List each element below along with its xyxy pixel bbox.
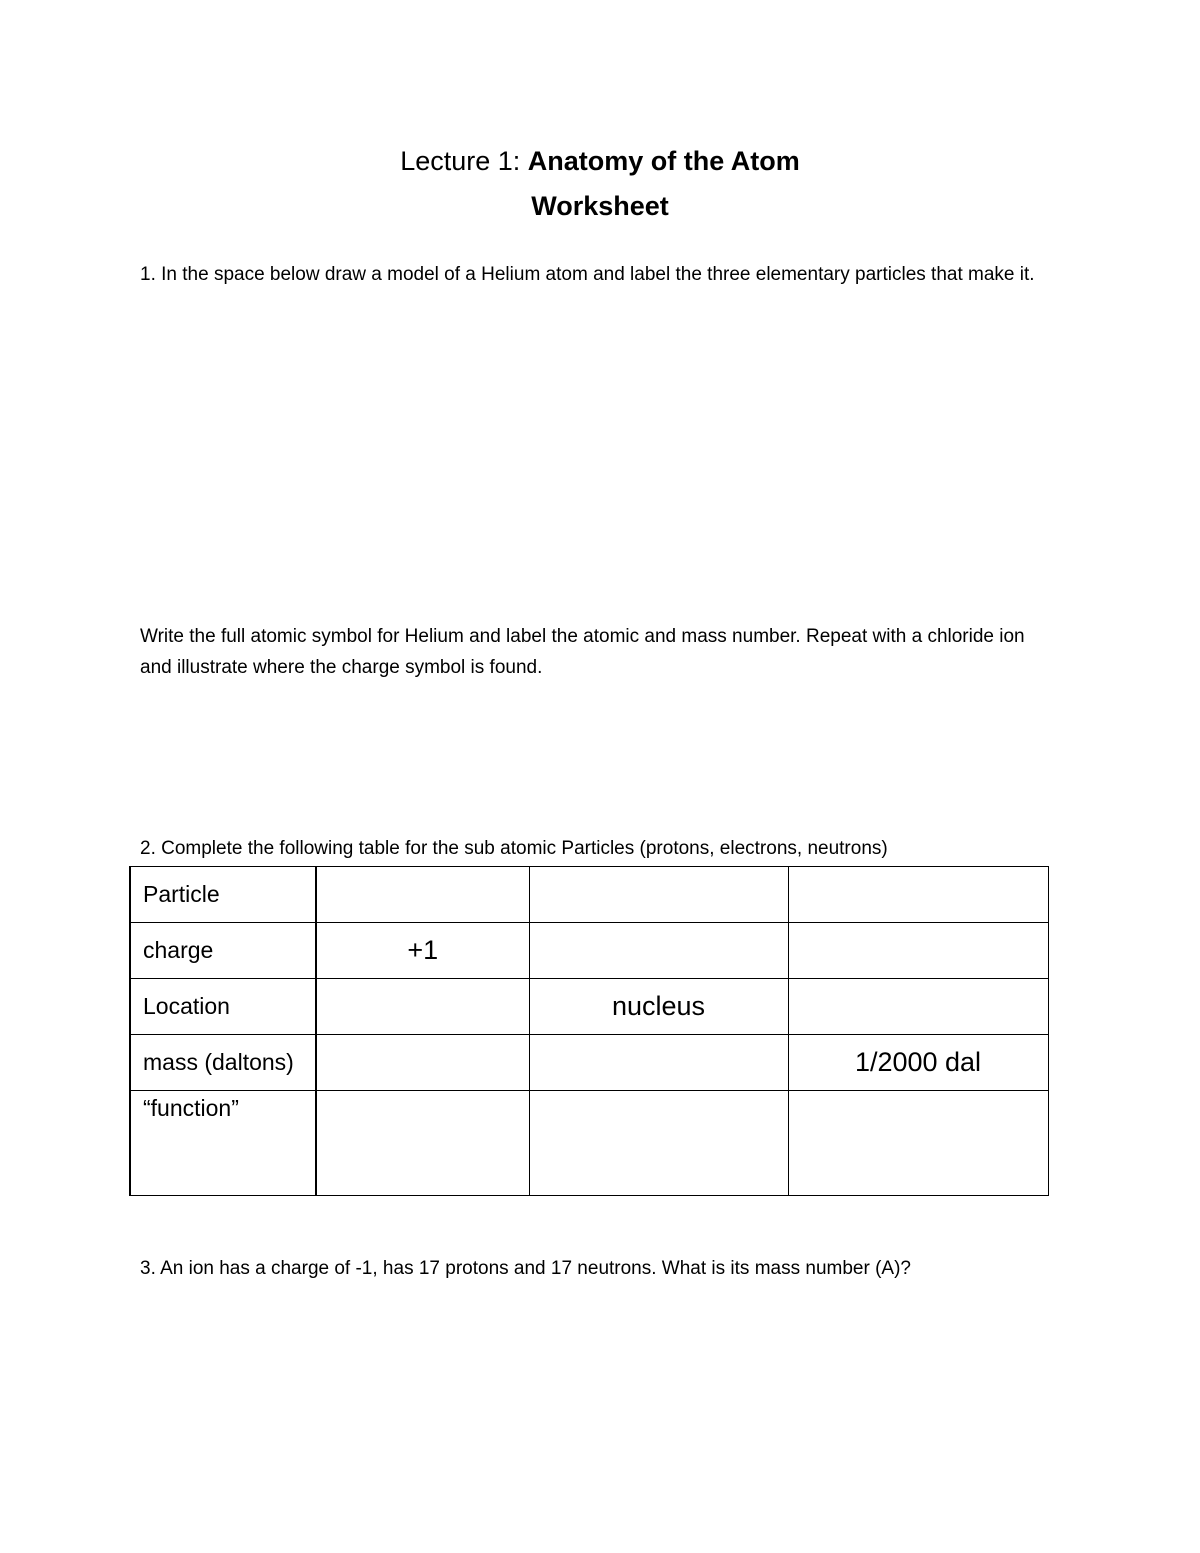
table-row xyxy=(130,923,1048,979)
title-main: Anatomy of the Atom xyxy=(527,146,800,176)
table-cell xyxy=(316,867,529,923)
title-prefix: Lecture 1: xyxy=(400,146,528,176)
question-3-text: 3. An ion has a charge of -1, has 17 protons and 17 neutrons. What is its mass number (A)? xyxy=(140,1258,911,1279)
row-label-location: Location xyxy=(130,979,316,1035)
table-cell: 1/2000 dal xyxy=(788,1035,1048,1091)
table-cell xyxy=(316,1091,529,1196)
table-cell xyxy=(788,867,1048,923)
table-row xyxy=(130,867,1048,923)
table-cell xyxy=(316,1035,529,1091)
question-1-text: 1. In the space below draw a model of a Helium atom and label the three elementary particles that make it. xyxy=(140,264,1035,285)
table-row xyxy=(130,1091,1048,1196)
table-cell xyxy=(529,867,788,923)
table-cell xyxy=(529,1035,788,1091)
subatomic-particles-table xyxy=(129,866,1049,1196)
table-row xyxy=(130,1035,1048,1091)
table-cell xyxy=(788,923,1048,979)
question-2-text: 2. Complete the following table for the sub atomic Particles (protons, electrons, neutrons) xyxy=(140,838,888,859)
table-row xyxy=(130,979,1048,1035)
row-label-function: “function” xyxy=(130,1091,316,1196)
table-cell: +1 xyxy=(316,923,529,979)
question-1-followup-text: Write the full atomic symbol for Helium and label the atomic and mass number. Repeat with a chloride ion and illustrate where the charge symbol is found. xyxy=(140,626,1025,678)
table-cell xyxy=(316,979,529,1035)
page-title xyxy=(0,145,1200,177)
row-label-mass: mass (daltons) xyxy=(130,1035,316,1091)
row-label-charge: charge xyxy=(130,923,316,979)
table-cell xyxy=(788,979,1048,1035)
table-cell xyxy=(529,1091,788,1196)
page-subtitle: Worksheet xyxy=(531,191,669,221)
row-label-particle: Particle xyxy=(130,867,316,923)
table-cell: nucleus xyxy=(529,979,788,1035)
table-cell xyxy=(788,1091,1048,1196)
table-cell xyxy=(529,923,788,979)
